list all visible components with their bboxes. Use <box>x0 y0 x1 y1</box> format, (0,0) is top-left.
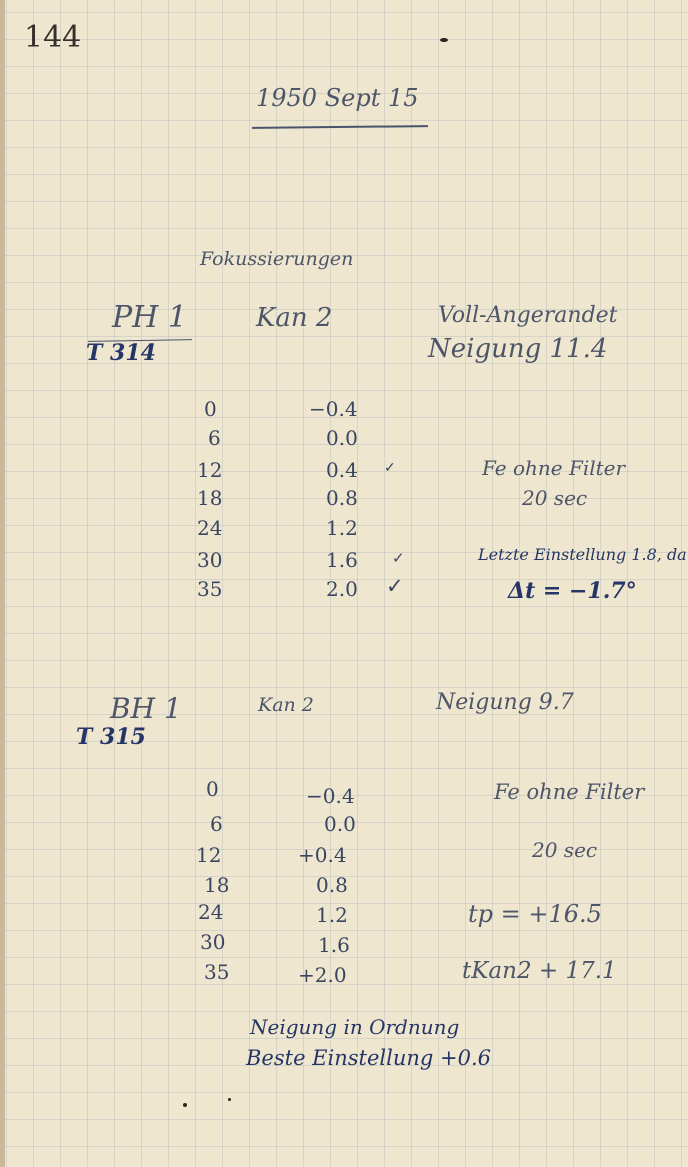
section1-note-line1: Voll-Angerandet <box>438 303 618 328</box>
section1-side1-line1: Fe ohne Filter <box>482 456 626 480</box>
table-cell-x: 12 <box>197 458 223 482</box>
footer-line1: Neigung in Ordnung <box>250 1015 460 1039</box>
section1-side2-line2: Δt = −1.7° <box>508 578 637 604</box>
table-cell-y: −0.4 <box>306 784 355 808</box>
table-cell-y: 1.6 <box>318 933 350 957</box>
ink-speck <box>183 1103 187 1107</box>
table-cell-y: 0.0 <box>324 812 356 836</box>
section1-label: PH 1 <box>112 300 187 335</box>
table-cell-y: +0.4 <box>298 843 347 867</box>
section2-side1-line1: Fe ohne Filter <box>494 780 645 804</box>
section1-side1-line2: 20 sec <box>522 486 588 510</box>
table-cell-y: 2.0 <box>326 577 358 601</box>
section2-side1-line2: 20 sec <box>532 838 598 862</box>
check-mark: ✓ <box>386 574 404 598</box>
table-cell-x: 12 <box>196 843 222 867</box>
date: 1950 Sept 15 <box>256 84 419 112</box>
table-cell-y: 0.8 <box>326 486 358 510</box>
check-mark: ✓ <box>392 549 405 567</box>
section2-note: Neigung 9.7 <box>436 690 574 715</box>
table-cell-x: 18 <box>197 486 223 510</box>
section1-kan: Kan 2 <box>256 303 333 333</box>
table-cell-x: 35 <box>197 577 223 601</box>
page-edge <box>0 0 5 1167</box>
table-cell-x: 30 <box>197 548 223 572</box>
table-cell-x: 24 <box>198 900 224 924</box>
date-underline <box>252 125 428 129</box>
table-cell-y: 0.8 <box>316 873 348 897</box>
table-cell-y: 1.6 <box>326 548 358 572</box>
table-cell-y: 1.2 <box>316 903 348 927</box>
table-cell-y: 1.2 <box>326 516 358 540</box>
heading: Fokussierungen <box>200 248 354 270</box>
section1-side2-line1: Letzte Einstellung 1.8, da <box>478 545 687 564</box>
section2-tkan: tKan2 + 17.1 <box>462 958 617 984</box>
section2-tp: tp = +16.5 <box>468 900 602 928</box>
table-cell-y: 0.0 <box>326 426 358 450</box>
footer-line2: Beste Einstellung +0.6 <box>246 1046 491 1070</box>
ink-speck <box>228 1098 231 1101</box>
ink-speck <box>440 38 448 42</box>
table-cell-x: 30 <box>200 930 226 954</box>
table-cell-x: 0 <box>204 397 217 421</box>
table-cell-x: 35 <box>204 960 230 984</box>
section2-label: BH 1 <box>110 692 182 725</box>
table-cell-y: −0.4 <box>309 397 358 421</box>
table-cell-x: 6 <box>208 426 221 450</box>
table-cell-y: +2.0 <box>298 963 347 987</box>
table-cell-x: 0 <box>206 777 219 801</box>
section2-sublabel: T 315 <box>76 724 146 750</box>
section1-sublabel: T 314 <box>86 340 156 366</box>
section1-note-line2: Neigung 11.4 <box>428 334 608 364</box>
table-cell-x: 24 <box>197 516 223 540</box>
page-number: 144 <box>24 20 82 55</box>
table-cell-x: 6 <box>210 812 223 836</box>
table-cell-y: 0.4 <box>326 458 358 482</box>
table-cell-x: 18 <box>204 873 230 897</box>
check-mark: ✓ <box>384 460 396 476</box>
section2-kan: Kan 2 <box>258 694 314 716</box>
